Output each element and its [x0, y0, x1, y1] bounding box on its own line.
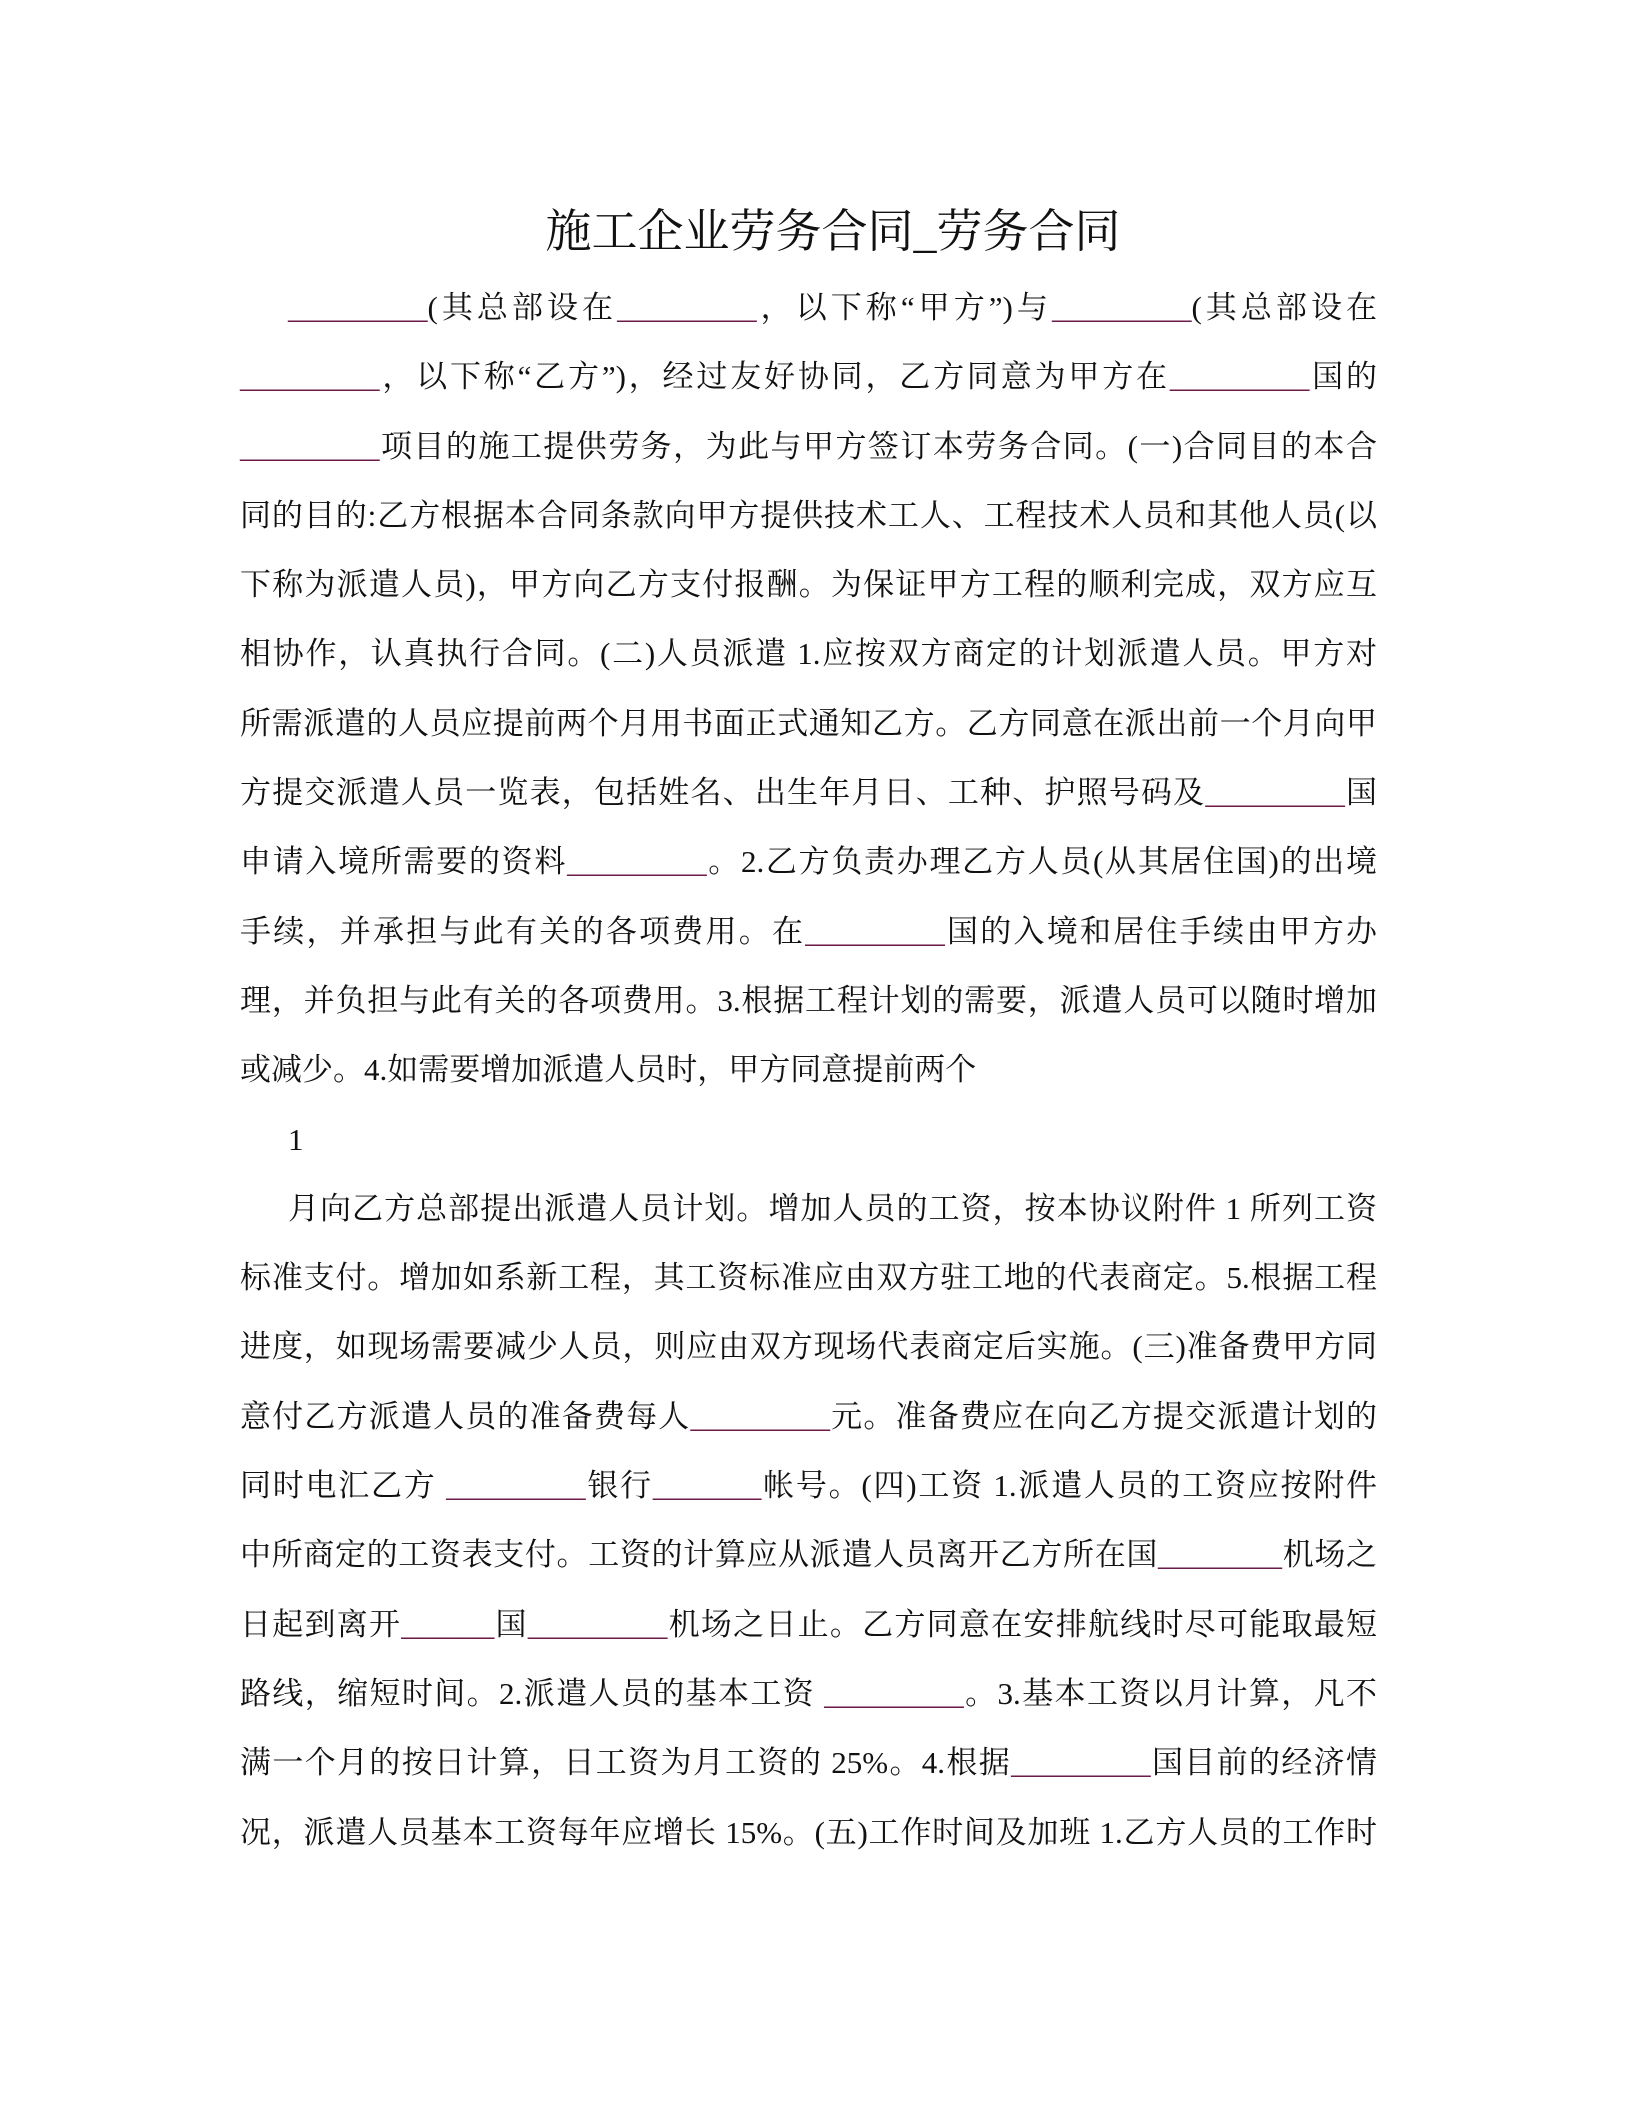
text-line [240, 1312, 1377, 1381]
text-segment: 帐号。(四)工资 1.派遣人员的工资应按附件 [761, 1468, 1378, 1504]
text-line [240, 481, 1377, 550]
text-line [240, 550, 1377, 619]
fill-in-blank[interactable]: _________ [1205, 775, 1345, 811]
text-line [240, 966, 1377, 1035]
text-segment: 同的目的:乙方根据本合同条款向甲方提供技术工人、工程技术人员和其他人员(以 [240, 497, 1377, 533]
text-line [240, 342, 1377, 411]
text-segment: 国目前的经济情 [1150, 1745, 1378, 1781]
text-line [240, 689, 1377, 758]
fill-in-blank[interactable]: _________ [446, 1468, 586, 1504]
text-line [240, 619, 1377, 688]
text-segment: 方提交派遣人员一览表，包括姓名、出生年月日、工种、护照号码及 [240, 775, 1206, 811]
text-line [240, 827, 1377, 896]
text-line [240, 1451, 1377, 1520]
text-segment: 月向乙方总部提出派遣人员计划。增加人员的工资，按本协议附件 1 所列工资 [288, 1190, 1377, 1226]
fill-in-blank[interactable]: _________ [690, 1398, 830, 1434]
text-segment: 或减少。4.如需要增加派遣人员时，甲方同意提前两个 [240, 1052, 977, 1088]
fill-in-blank[interactable]: _________ [527, 1606, 668, 1642]
text-segment: 同时电汇乙方 [240, 1468, 447, 1504]
text-line [240, 273, 1377, 342]
text-segment: 机场之日止。乙方同意在安排航线时尽可能取最短 [667, 1606, 1378, 1642]
page-number: 1 [288, 1121, 304, 1157]
text-line [240, 1798, 1377, 1867]
text-segment: ，以下称“乙方”)，经过友好协同，乙方同意为甲方在 [379, 359, 1170, 395]
text-segment: 机场之 [1282, 1537, 1377, 1573]
text-segment: 国的 [1309, 359, 1378, 395]
text-line [240, 1243, 1377, 1312]
text-segment: 。2.乙方负责办理乙方人员(从其居住国)的出境 [706, 844, 1377, 880]
text-segment: 申请入境所需要的资料 [240, 844, 568, 880]
fill-in-blank[interactable]: _________ [240, 428, 380, 464]
text-line [240, 1659, 1377, 1728]
fill-in-blank[interactable]: _______ [652, 1468, 762, 1504]
text-line [240, 1520, 1377, 1589]
text-segment: 下称为派遣人员)，甲方向乙方支付报酬。为保证甲方工程的顺利完成，双方应互 [240, 567, 1377, 603]
fill-in-blank[interactable]: _________ [824, 1675, 964, 1711]
text-segment: 日起到离开 [240, 1606, 402, 1642]
text-line [240, 1174, 1377, 1243]
text-segment: ，以下称“甲方”)与 [756, 290, 1052, 325]
text-segment: 银行 [585, 1468, 653, 1504]
text-line [240, 1728, 1377, 1797]
text-segment: 项目的施工提供劳务，为此与甲方签订本劳务合同。(一)合同目的本合 [379, 428, 1377, 464]
text-segment: 进度，如现场需要减少人员，则应由双方现场代表商定后实施。(三)准备费甲方同 [240, 1329, 1377, 1365]
fill-in-blank[interactable]: _________ [805, 913, 945, 949]
text-line [240, 412, 1377, 481]
fill-in-blank[interactable]: _________ [567, 844, 707, 880]
text-segment: 意付乙方派遣人员的准备费每人 [240, 1398, 691, 1434]
document-body [240, 273, 1377, 1867]
text-segment: 满一个月的按日计算，日工资为月工资的 25%。4.根据 [240, 1745, 1012, 1781]
fill-in-blank[interactable]: ______ [401, 1606, 495, 1642]
page-1-text [240, 273, 1377, 1105]
text-line [240, 1590, 1377, 1659]
text-segment: (其总部设在 [427, 290, 618, 325]
text-line [240, 1382, 1377, 1451]
text-segment: 。3.基本工资以月计算，凡不 [963, 1675, 1378, 1711]
text-line [240, 758, 1377, 827]
text-segment: 国的入境和居住手续由甲方办 [944, 913, 1377, 949]
fill-in-blank[interactable]: _________ [1169, 359, 1310, 395]
text-segment: 标准支付。增加如系新工程，其工资标准应由双方驻工地的代表商定。5.根据工程 [240, 1260, 1377, 1296]
text-segment: 况，派遣人员基本工资每年应增长 15%。(五)工作时间及加班 1.乙方人员的工作时 [240, 1814, 1377, 1850]
fill-in-blank[interactable]: _________ [1051, 290, 1192, 325]
text-line [240, 1035, 1377, 1104]
text-segment: (其总部设在 [1191, 290, 1377, 325]
text-segment: 路线，缩短时间。2.派遣人员的基本工资 [240, 1675, 825, 1711]
text-segment: 所需派遣的人员应提前两个月用书面正式通知乙方。乙方同意在派出前一个月向甲 [240, 705, 1377, 741]
page-2-text [240, 1174, 1377, 1867]
text-segment: 手续，并承担与此有关的各项费用。在 [240, 913, 806, 949]
fill-in-blank[interactable]: _________ [240, 359, 380, 395]
fill-in-blank[interactable]: _________ [288, 290, 428, 325]
document-title: 施工企业劳务合同_劳务合同 [545, 206, 1121, 257]
text-line [240, 897, 1377, 966]
fill-in-blank[interactable]: _________ [1011, 1745, 1151, 1781]
text-segment: 国 [494, 1606, 528, 1642]
text-segment: 国 [1344, 775, 1378, 811]
fill-in-blank[interactable]: _________ [617, 290, 757, 325]
text-segment: 相协作，认真执行合同。(二)人员派遣 1.应按双方商定的计划派遣人员。甲方对 [240, 636, 1377, 672]
fill-in-blank[interactable]: ________ [1158, 1537, 1283, 1573]
text-segment: 中所商定的工资表支付。工资的计算应从派遣人员离开乙方所在国 [240, 1537, 1159, 1573]
text-segment: 元。准备费应在向乙方提交派遣计划的 [829, 1398, 1377, 1434]
text-segment: 理，并负担与此有关的各项费用。3.根据工程计划的需要，派遣人员可以随时增加 [240, 982, 1377, 1018]
